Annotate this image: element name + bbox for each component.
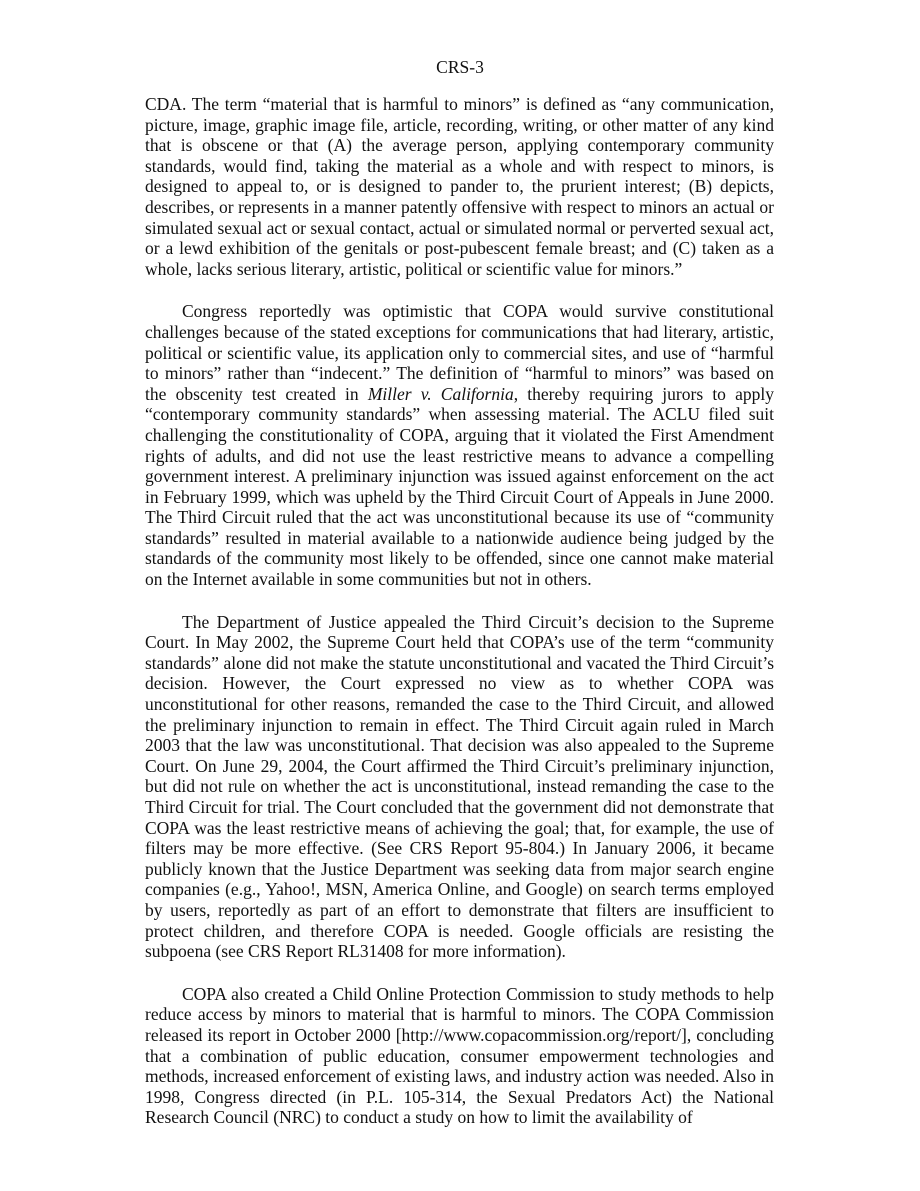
- paragraph-copa-challenge: [145, 301, 774, 589]
- paragraph-copa-commission: COPA also created a Child Online Protection Commission to study methods to help reduce access by minors to material that is harmful to minors. The COPA Commission released its report in October 2000 [http://www.copacommission.org/report/], concluding that a combination of public education, consumer empowerment technologies and methods, increased enforcement of existing laws, and industry action was needed. Also in 1998, Congress directed (in P.L. 105-314, the Sexual Predators Act) the National Research Council (NRC) to conduct a study on how to limit the availability of: [145, 983, 774, 1128]
- case-name: Miller v. California: [367, 383, 514, 404]
- paragraph-supreme-court-appeal: The Department of Justice appealed the Third Circuit’s decision to the Supreme Court. In May 2002, the Supreme Court held that COPA’s use of the term “community standards” alone did not make the statute unconstitutional and vacated the Third Circuit’s decision. However, the Court expressed no view as to whether COPA was unconstitutional for other reasons, remanded the case to the Third Circuit, and allowed the preliminary injunction to remain in effect. The Third Circuit again ruled in March 2003 that the law was unconstitutional. That decision was also appealed to the Supreme Court. On June 29, 2004, the Court affirmed the Third Circuit’s preliminary injunction, but did not rule on whether the act is unconstitutional, instead remanding the case to the Third Circuit for trial. The Court concluded that the government did not demonstrate that COPA was the least restrictive means of achieving the goal; that, for example, the use of filters may be more effective. (See CRS Report 95-804.) In January 2006, it became publicly known that the Justice Department was seeking data from major search engine companies (e.g., Yahoo!, MSN, America Online, and Google) on search terms employed by users, reportedly as part of an effort to demonstrate that filters are insufficient to protect children, and therefore COPA is needed. Google officials are resisting the subpoena (see CRS Report RL31408 for more information).: [145, 611, 774, 962]
- paragraph-text-before-case: Congress reportedly was optimistic that COPA would survive constitutional challenges because of the stated exceptions for communications that had literary, artistic, political or scientific value, its application only to commercial sites, and use of “harmful to minors” rather than “indecent.” The definition of “harmful to minors” was based on the obscenity test created in: [145, 301, 774, 404]
- page-number: CRS-3: [436, 57, 484, 77]
- paragraph-cda-definition: CDA. The term “material that is harmful to minors” is defined as “any communication, picture, image, graphic image file, article, recording, writing, or other matter of any kind that is obscene or that (A) the average person, applying contemporary community standards, would find, taking the material as a whole and with respect to minors, is designed to appeal to, or is designed to pander to, the prurient interest; (B) depicts, describes, or represents in a manner patently offensive with respect to minors an actual or simulated sexual act or sexual contact, actual or simulated normal or perverted sexual act, or a lewd exhibition of the genitals or post-pubescent female breast; and (C) taken as a whole, lacks serious literary, artistic, political or scientific value for minors.”: [145, 94, 774, 279]
- document-body: [145, 94, 774, 1150]
- paragraph-text-after-case: , thereby requiring jurors to apply “contemporary community standards” when assessing material. The ACLU filed suit challenging the constitutionality of COPA, arguing that it violated the First Amendment rights of adults, and did not use the least restrictive means to advance a compelling government interest. A preliminary injunction was issued against enforcement on the act in February 1999, which was upheld by the Third Circuit Court of Appeals in June 2000. The Third Circuit ruled that the act was unconstitutional because its use of “community standards” resulted in material available to a nationwide audience being judged by the standards of the community most likely to be offended, since one cannot make material on the Internet available in some communities but not in others.: [145, 383, 774, 590]
